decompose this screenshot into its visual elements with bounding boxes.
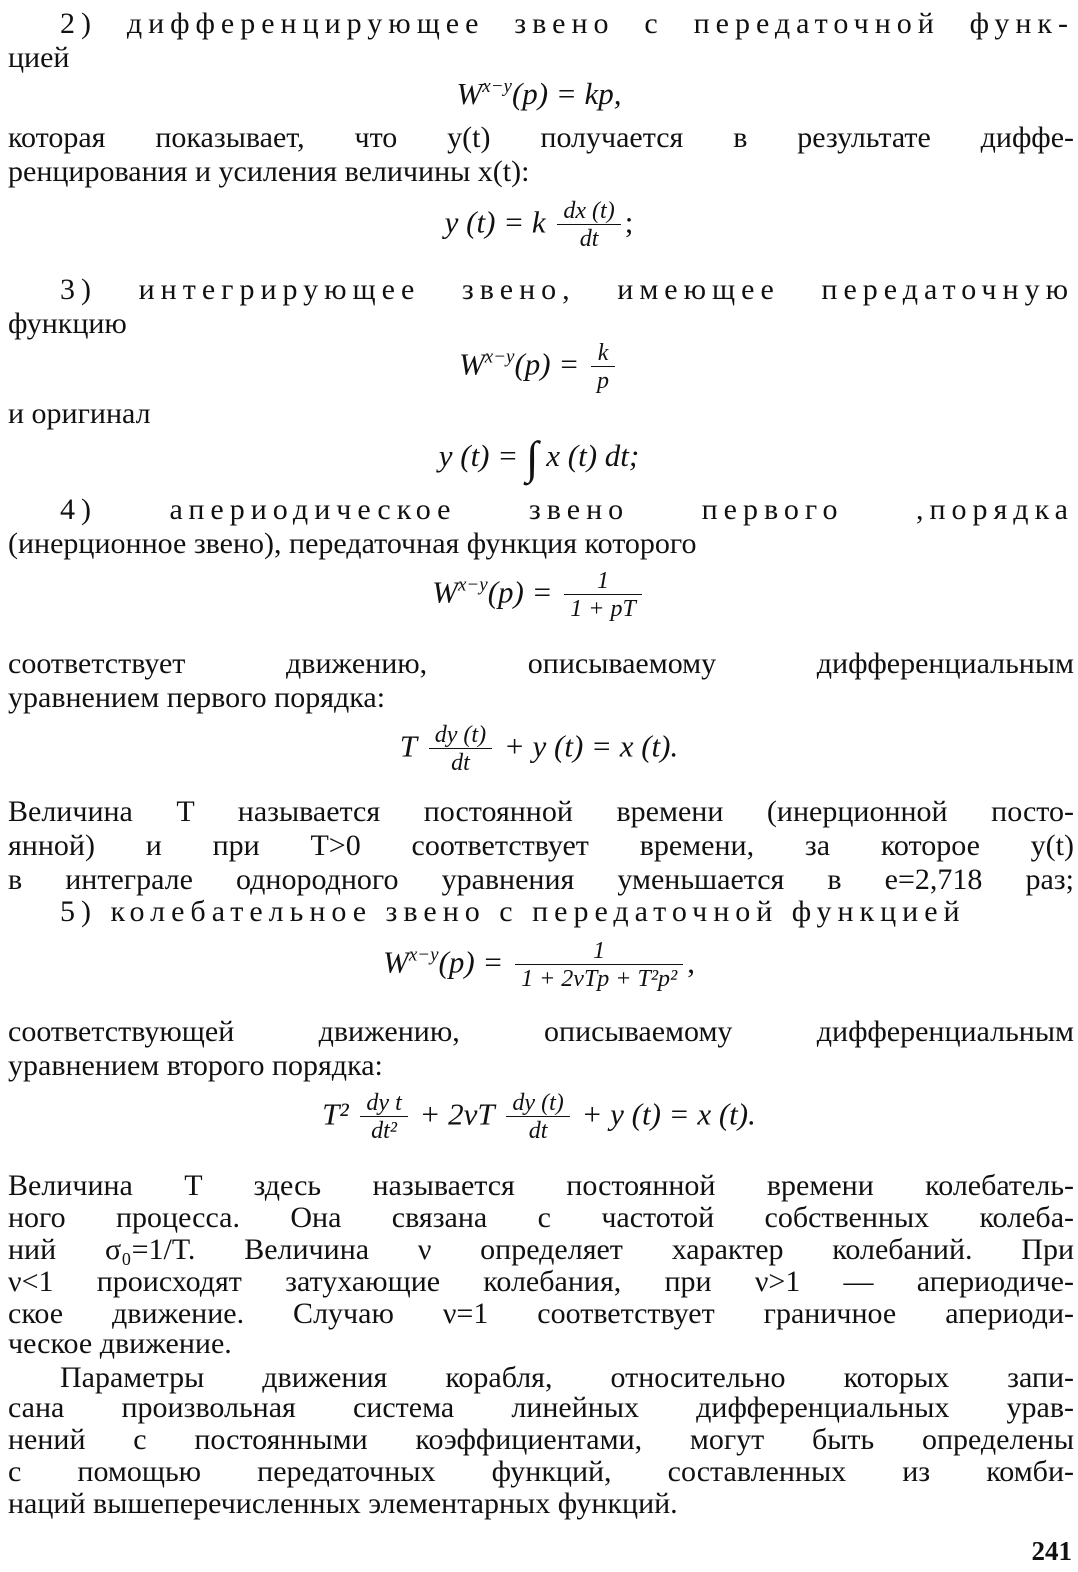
text-line: и оригинал	[8, 397, 151, 430]
text-line: Величина T здесь называется постоянной времени колебатель-	[8, 1169, 1074, 1202]
eq3-lhs: W	[458, 346, 485, 382]
eq3-denominator: p	[597, 368, 610, 394]
text-line: сана произвольная система линейных дифференциальных урав-	[8, 1391, 1074, 1424]
equation-1	[0, 78, 1078, 109]
text-line: Параметры движения корабля, относительно которых запи-	[60, 1361, 1074, 1394]
text-line: уравнением второго порядка:	[8, 1049, 383, 1082]
eq8-mid: + 2νT	[419, 1096, 495, 1132]
text-line: уравнением первого порядка:	[8, 681, 386, 714]
eq6-denominator: dt	[451, 750, 470, 776]
integral-sign: ∫	[525, 432, 539, 483]
text-line: 5) колебательное звено с передаточной функцией	[60, 895, 966, 928]
eq2-numerator: dx (t)	[557, 198, 620, 225]
eq1-sup: x−y	[482, 76, 512, 97]
eq8-rhs: + y (t) = x (t).	[581, 1096, 756, 1132]
eq5-denominator: 1 + pT	[570, 596, 636, 622]
text-line: нений с постоянными коэффициентами, могут быть определены	[8, 1423, 1074, 1456]
text-line: янной) и при T>0 соответствует времени, за которое y(t)	[8, 829, 1074, 862]
eq2-fraction	[557, 198, 620, 253]
text-line: наций вышеперечисленных элементарных функций.	[8, 1487, 678, 1520]
eq8-numerator-1: dy t	[360, 1090, 407, 1117]
text-line: ческое движение.	[8, 1327, 232, 1360]
text-line: соответствует движению, описываемому дифференциальным	[8, 647, 1074, 680]
eq6-numerator: dy (t)	[429, 722, 492, 749]
text-line: ний σ₀=1/T. Величина ν определяет характер колебаний. При	[8, 1233, 1074, 1266]
eq7-lhs: W	[383, 944, 409, 980]
eq7-numerator: 1	[515, 938, 683, 965]
eq5-arg: (p) =	[487, 574, 553, 610]
page-number: 241	[1031, 1536, 1072, 1566]
text-line: Величина T называется постоянной времени (инерционной посто-	[8, 795, 1074, 828]
eq4-rhs: x (t) dt;	[546, 438, 640, 473]
equation-7	[0, 938, 1078, 993]
eq8-lhs: T²	[322, 1096, 349, 1132]
eq6-fraction	[429, 722, 492, 777]
text-line: в интеграле однородного уравнения уменьшается в e=2,718 раз;	[8, 863, 1074, 896]
text-line: ское движение. Случаю ν=1 соответствует граничное апериоди-	[8, 1297, 1074, 1330]
equation-8	[0, 1090, 1078, 1145]
eq8-denominator-1: dt²	[371, 1118, 398, 1144]
equation-4	[0, 432, 1078, 483]
text-line: ренцирования и усиления величины x(t):	[8, 155, 530, 188]
text-line: соответствующей движению, описываемому дифференциальным	[8, 1015, 1074, 1048]
eq7-denominator: 1 + 2νTp + T²p²	[521, 966, 678, 992]
eq2-tail: ;	[624, 204, 634, 240]
eq8-fraction-1	[360, 1090, 407, 1145]
text-line: которая показывает, что y(t) получается в результате диффе-	[8, 121, 1074, 154]
eq8-fraction-2	[506, 1090, 569, 1145]
text-line: ν<1 происходят затухающие колебания, при ν>1 — апериодиче-	[8, 1265, 1074, 1298]
eq3-numerator: k	[591, 340, 615, 367]
eq6-rhs: + y (t) = x (t).	[503, 728, 679, 764]
eq2-denominator: dt	[579, 226, 599, 252]
eq5-lhs: W	[432, 574, 458, 610]
eq8-numerator-2: dy (t)	[506, 1090, 569, 1117]
eq5-numerator: 1	[564, 568, 642, 595]
eq7-sup: x−y	[408, 944, 439, 966]
equation-6	[0, 722, 1078, 777]
eq1-arg: (p) = kp,	[511, 76, 622, 111]
eq8-denominator-2: dt	[528, 1118, 548, 1144]
eq7-fraction	[515, 938, 683, 993]
text-line: 2) дифференцирующее звено с передаточной функ-	[60, 7, 1074, 40]
text-line: с помощью передаточных функций, составленных из комби-	[8, 1455, 1074, 1488]
eq3-arg: (p) =	[514, 346, 580, 382]
text-line: функцию	[8, 307, 127, 340]
text-line: ного процесса. Она связана с частотой собственных колеба-	[8, 1201, 1074, 1234]
eq6-lhs: T	[399, 728, 418, 764]
eq5-sup: x−y	[458, 574, 488, 596]
text-line: (инерционное звено), передаточная функция которого	[8, 527, 697, 560]
eq5-fraction	[564, 568, 642, 623]
eq1-lhs: W	[456, 76, 483, 111]
text-line: 4) апериодическое звено первого ,порядка	[60, 493, 1074, 526]
equation-5	[0, 568, 1078, 623]
text-line: цией	[8, 41, 70, 74]
eq7-tail: ,	[687, 944, 695, 980]
eq3-sup: x−y	[484, 346, 515, 368]
eq2-lhs: y (t) = k	[444, 204, 546, 240]
text-line: 3) интегрирующее звено, имеющее передаточную	[60, 273, 1074, 306]
eq7-arg: (p) =	[438, 944, 504, 980]
eq3-fraction	[591, 340, 615, 395]
equation-3	[0, 340, 1078, 395]
eq4-lhs: y (t) =	[438, 438, 519, 473]
equation-2	[0, 198, 1078, 253]
